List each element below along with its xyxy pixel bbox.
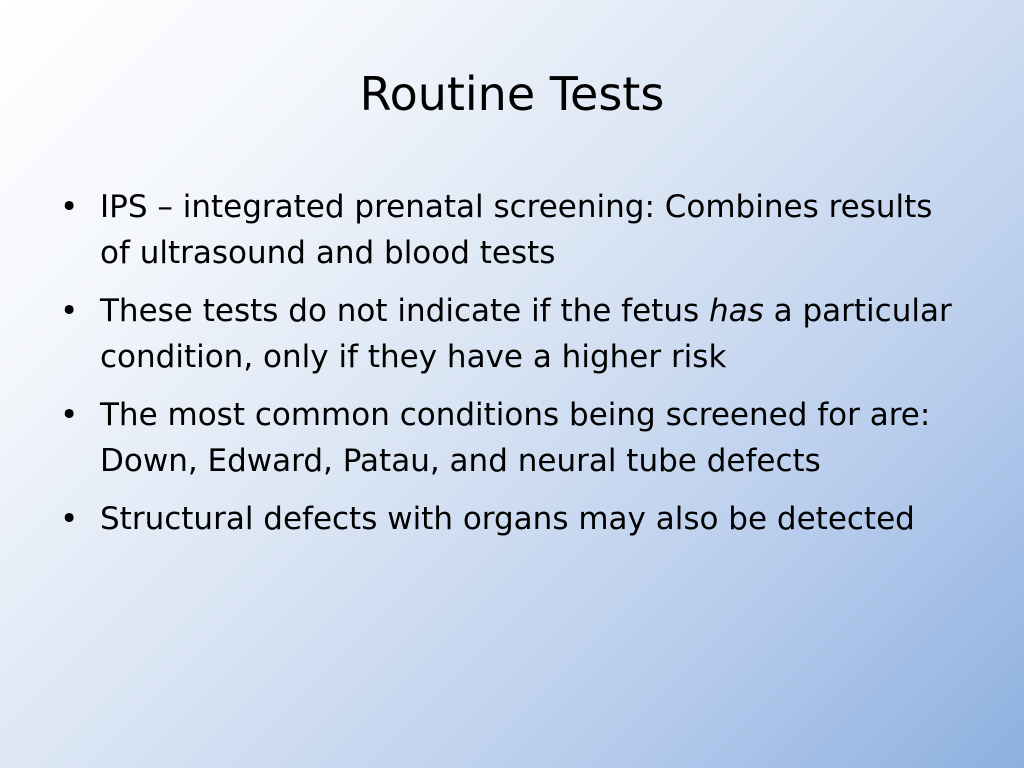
slide-title: Routine Tests (359, 67, 665, 121)
bullet-text-emphasis: has (708, 293, 764, 329)
bullet-list (58, 184, 958, 554)
bullet-text: The most common conditions being screened for are: Down, Edward, Patau, and neural tube defects (100, 397, 931, 479)
bullet-icon: • (60, 397, 79, 433)
bullet-icon: • (60, 501, 79, 537)
bullet-text: Structural defects with organs may also be detected (100, 501, 915, 537)
bullet-item-structural (58, 496, 958, 542)
bullet-item-conditions (58, 392, 958, 484)
bullet-item-risk (58, 288, 958, 380)
bullet-text: IPS – integrated prenatal screening: Combines results of ultrasound and blood tests (100, 189, 933, 271)
bullet-text-before: These tests do not indicate if the fetus (100, 293, 709, 329)
bullet-icon: • (60, 189, 79, 225)
bullet-icon: • (60, 293, 79, 329)
bullet-item-ips (58, 184, 958, 276)
bullet-text-after: a particular condition, only if they have a higher risk (100, 293, 952, 375)
